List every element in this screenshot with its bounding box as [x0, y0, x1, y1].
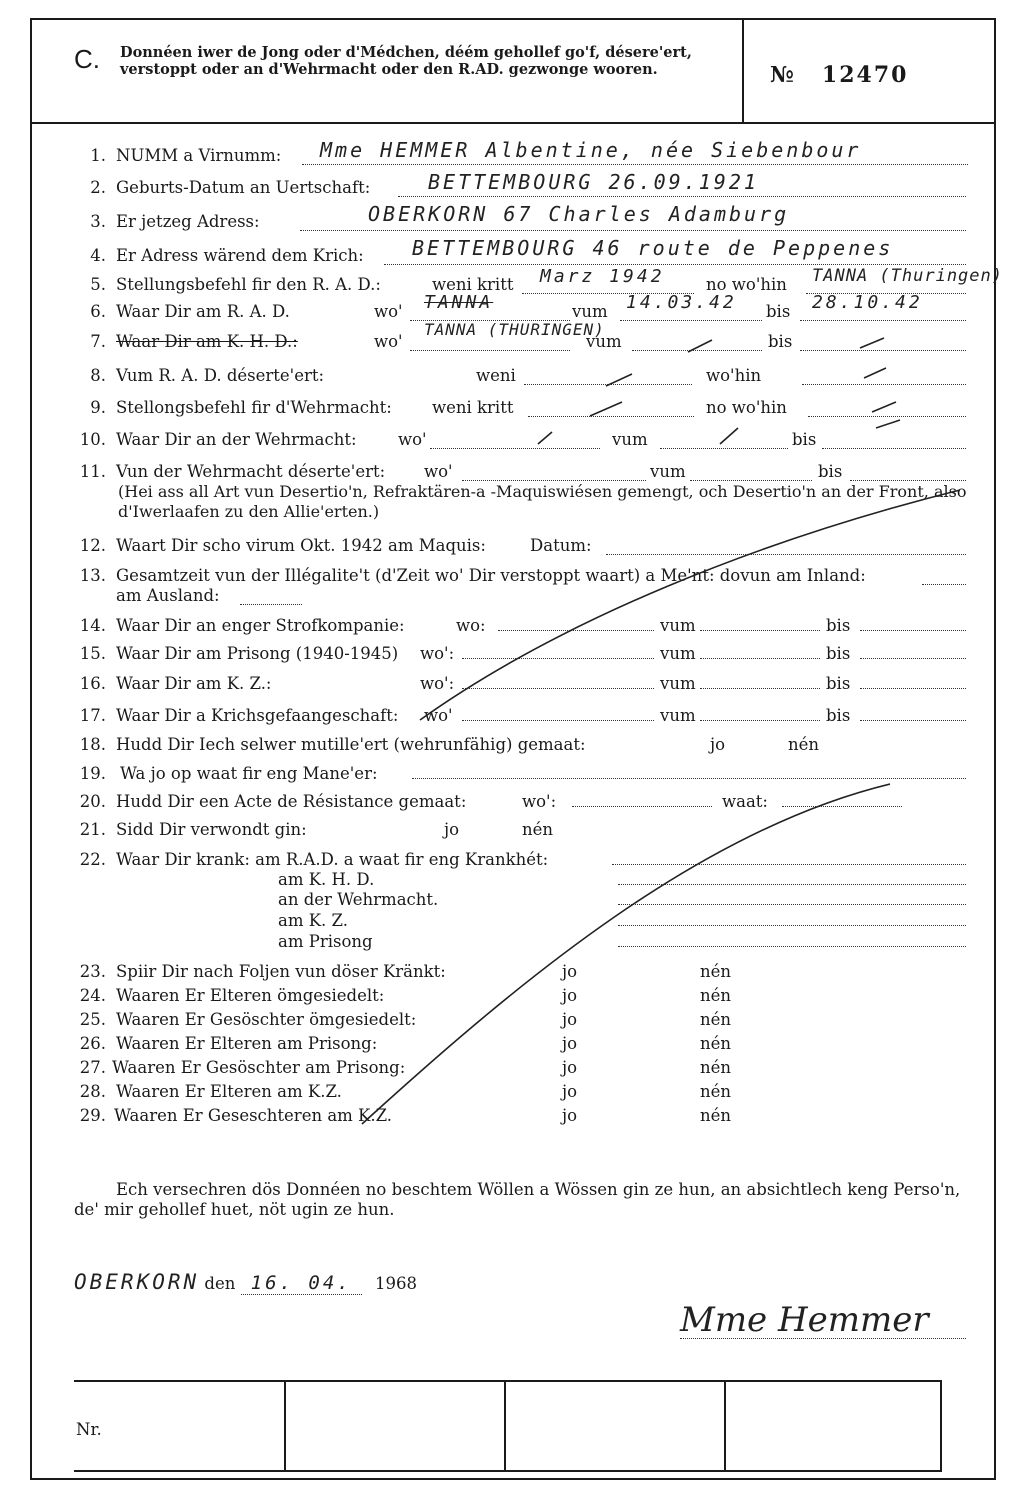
item-number: 13. — [79, 566, 106, 585]
jo-option[interactable]: jo — [562, 962, 578, 981]
item-label: Hudd Dir een Acte de Résistance gemaat: — [116, 792, 467, 811]
nen-option[interactable]: nén — [788, 735, 820, 754]
item-number: 24. — [79, 986, 106, 1005]
item-label: Sidd Dir verwondt gin: — [116, 820, 307, 839]
den-label: den — [204, 1274, 236, 1293]
nen-option[interactable]: nén — [700, 1010, 732, 1029]
jo-option[interactable]: jo — [562, 1034, 578, 1053]
wohin-label: wo'hin — [706, 366, 762, 385]
dash-mark — [688, 340, 712, 352]
vum-label: vum — [660, 706, 696, 725]
dash-mark — [864, 368, 886, 378]
dash-mark — [720, 428, 738, 444]
item-label: Waaren Er Elteren am Prisong: — [116, 1034, 378, 1053]
nen-option[interactable]: nén — [700, 1034, 732, 1053]
item-number: 8. — [90, 366, 106, 385]
dash-mark — [872, 402, 896, 412]
rad-to-value[interactable]: 28.10.42 — [812, 292, 923, 313]
item-label: Waar Dir a Krichsgefaangeschaft: — [116, 706, 399, 725]
dash-mark — [538, 432, 552, 444]
dash-mark — [590, 402, 622, 416]
date-value[interactable]: 16. 04. — [241, 1272, 362, 1295]
nen-option[interactable]: nén — [700, 1058, 732, 1077]
item-number: 1. — [90, 146, 106, 165]
khd-place-value[interactable]: TANNA (THURINGEN) — [424, 320, 605, 339]
wo-label: wo' — [424, 706, 453, 725]
dash-mark — [860, 338, 884, 348]
desertion-note: (Hei ass all Art vun Desertio'n, Refraktären-a -Maquiswiésen gemengt, och Desertio'n an der Front, also d'Iwerlaafen zu den Allie'erten.) — [118, 482, 967, 521]
wo-label: wo' — [398, 430, 427, 449]
item-label: Waar Dir krank: am R.A.D. a waat fir eng Krankhét: — [116, 850, 549, 869]
item-label: Wa jo op waat fir eng Mane'er: — [120, 764, 378, 783]
wo-label: wo' — [374, 332, 403, 351]
birth-value[interactable]: BETTEMBOURG 26.09.1921 — [428, 170, 759, 194]
item-label: Waar Dir an der Wehrmacht: — [116, 430, 357, 449]
ausland-label: am Ausland: — [116, 586, 220, 605]
item-number: 10. — [79, 430, 106, 449]
item-label: Waar Dir am K. Z.: — [116, 674, 272, 693]
jo-option[interactable]: jo — [710, 735, 726, 754]
item-number: 22. — [79, 850, 106, 869]
cross-out-stroke — [420, 490, 960, 720]
rad-order-place[interactable]: TANNA (Thuringen) — [812, 266, 1003, 286]
dash-mark — [876, 420, 900, 428]
nen-option[interactable]: nén — [522, 820, 554, 839]
jo-option[interactable]: jo — [562, 1106, 578, 1125]
item-number: 6. — [90, 302, 106, 321]
nowohin-label: no wo'hin — [706, 275, 787, 294]
bis-label: bis — [792, 430, 817, 449]
item-label: Stellongsbefehl fir d'Wehrmacht: — [116, 398, 392, 417]
war-address-value[interactable]: BETTEMBOURG 46 route de Peppenes — [412, 236, 894, 260]
nowohin-label: no wo'hin — [706, 398, 787, 417]
item-number: 15. — [79, 644, 106, 663]
address-value[interactable]: OBERKORN 67 Charles Adamburg — [368, 202, 790, 226]
weni-label: weni kritt — [432, 398, 514, 417]
item-label: Waar Dir am K. H. D.: — [116, 332, 298, 351]
item-label: Er jetzeg Adress: — [116, 212, 260, 231]
item-number: 12. — [79, 536, 106, 555]
vum-label: vum — [650, 462, 686, 481]
item-label: Spiir Dir nach Foljen vun döser Kränkt: — [116, 962, 446, 981]
item-number: 26. — [79, 1034, 106, 1053]
item-label: Er Adress wärend dem Krich: — [116, 246, 364, 265]
cross-out-stroke — [362, 784, 890, 1124]
item-number: 9. — [90, 398, 106, 417]
weni-label: weni — [476, 366, 516, 385]
item-label: Hudd Dir Iech selwer mutille'ert (wehrunfähig) gemaat: — [116, 735, 586, 754]
jo-option[interactable]: jo — [444, 820, 460, 839]
nen-option[interactable]: nén — [700, 1082, 732, 1101]
vum-label: vum — [660, 644, 696, 663]
item-number: 20. — [79, 792, 106, 811]
item-number: 17. — [79, 706, 106, 725]
item-label: NUMM a Virnumm: — [116, 146, 282, 165]
nr-label: Nr. — [76, 1420, 102, 1439]
item-number: 4. — [90, 246, 106, 265]
item-label: Waar Dir am R. A. D. — [116, 302, 290, 321]
vum-label: vum — [612, 430, 648, 449]
item-number: 25. — [79, 1010, 106, 1029]
item-label: Vum R. A. D. déserte'ert: — [116, 366, 325, 385]
item-number: 27. — [79, 1058, 106, 1077]
bis-label: bis — [818, 462, 843, 481]
bis-label: bis — [826, 674, 851, 693]
bis-label: bis — [826, 706, 851, 725]
wo-label: wo' — [424, 462, 453, 481]
nen-option[interactable]: nén — [700, 1106, 732, 1125]
weni-label: weni kritt — [432, 275, 514, 294]
item-label: Waaren Er Gesöschter ömgesiedelt: — [116, 1010, 417, 1029]
sub-label: am K. H. D. — [278, 870, 375, 889]
dash-mark — [606, 374, 632, 386]
item-number: 16. — [79, 674, 106, 693]
wo-label: wo: — [456, 616, 486, 635]
name-value[interactable]: Mme HEMMER Albentine, née Siebenbour — [320, 138, 862, 162]
item-number: 11. — [79, 462, 106, 481]
vum-label: vum — [660, 674, 696, 693]
sub-label: am Prisong — [278, 932, 373, 951]
datum-label: Datum: — [530, 536, 592, 555]
jo-option[interactable]: jo — [562, 1082, 578, 1101]
vum-label: vum — [586, 332, 622, 351]
wo-label: wo': — [420, 644, 455, 663]
number-sign: № — [770, 62, 796, 88]
item-label: Waar Dir an enger Strofkompanie: — [116, 616, 405, 635]
item-label: Waaren Er Elteren ömgesiedelt: — [116, 986, 385, 1005]
item-number: 7. — [90, 332, 106, 351]
section-title: Donnéen iwer de Jong oder d'Médchen, déém gehollef go'f, désere'ert, verstoppt oder an d'Wehrmacht oder den R.AD. gezwonge wooren. — [120, 44, 692, 78]
item-number: 3. — [90, 212, 106, 231]
bis-label: bis — [766, 302, 791, 321]
rad-from-value[interactable]: 14.03.42 — [626, 292, 737, 313]
item-number: 5. — [90, 275, 106, 294]
jo-option[interactable]: jo — [562, 986, 578, 1005]
item-label: Waaren Er Gesöschter am Prisong: — [112, 1058, 406, 1077]
item-label: Vun der Wehrmacht déserte'ert: — [116, 462, 386, 481]
item-number: 21. — [79, 820, 106, 839]
vum-label: vum — [660, 616, 696, 635]
item-label: Waaren Er Geseschteren am K.Z. — [114, 1106, 393, 1125]
rad-place-value[interactable]: TANNA — [424, 292, 494, 313]
item-label: Waar Dir am Prisong (1940-1945) — [116, 644, 399, 663]
item-label: Waart Dir scho virum Okt. 1942 am Maquis: — [116, 536, 486, 555]
nen-option[interactable]: nén — [700, 962, 732, 981]
declaration-text: Ech versechren dös Donnéen no beschtem Wöllen a Wössen gin ze hun, an absichtlech keng Perso'n, de' mir gehollef huet, nöt ugin ze hun. — [74, 1180, 961, 1219]
wo-label: wo' — [374, 302, 403, 321]
item-label: Stellungsbefehl fir den R. A. D.: — [116, 275, 381, 294]
item-number: 28. — [79, 1082, 106, 1101]
item-label: Gesamtzeit vun der Illégalite't (d'Zeit wo' Dir verstoppt waart) a Me'nt: dovun am Inland: — [116, 566, 866, 585]
rad-order-date[interactable]: Marz 1942 — [540, 266, 665, 287]
item-number: 23. — [79, 962, 106, 981]
waat-label: waat: — [722, 792, 768, 811]
item-number: 18. — [79, 735, 106, 754]
item-number: 29. — [79, 1106, 106, 1125]
bis-label: bis — [826, 644, 851, 663]
nen-option[interactable]: nén — [700, 986, 732, 1005]
signature: Mme Hemmer — [680, 1300, 929, 1340]
year-label: 1968 — [374, 1274, 417, 1293]
item-label: Geburts-Datum an Uertschaft: — [116, 178, 371, 197]
vum-label: vum — [572, 302, 608, 321]
sub-label: an der Wehrmacht. — [278, 890, 439, 909]
section-letter: C. — [74, 44, 100, 74]
bis-label: bis — [768, 332, 793, 351]
item-number: 19. — [79, 764, 106, 783]
jo-option[interactable]: jo — [562, 1010, 578, 1029]
item-label: Waaren Er Elteren am K.Z. — [116, 1082, 342, 1101]
jo-option[interactable]: jo — [562, 1058, 578, 1077]
sub-label: am K. Z. — [278, 911, 348, 930]
wo-label: wo': — [420, 674, 455, 693]
form-number-value: 12470 — [821, 62, 909, 88]
bis-label: bis — [826, 616, 851, 635]
item-number: 2. — [90, 178, 106, 197]
place-value[interactable]: OBERKORN — [74, 1270, 200, 1294]
wo-label: wo': — [522, 792, 557, 811]
item-number: 14. — [79, 616, 106, 635]
